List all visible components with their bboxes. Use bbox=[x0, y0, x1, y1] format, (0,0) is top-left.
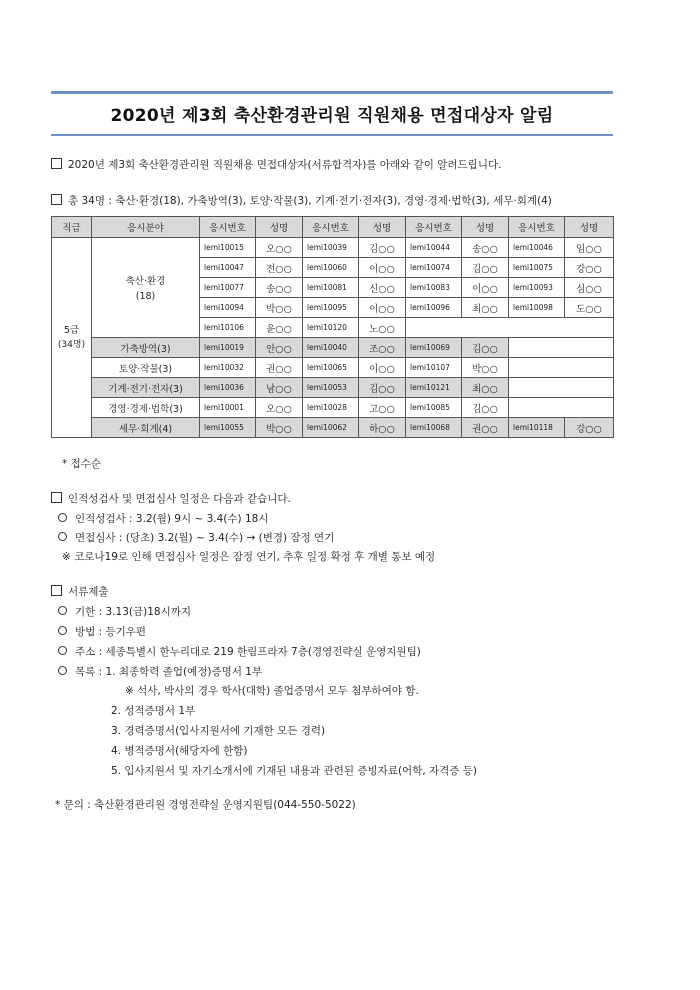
applicant-name: 김○○ bbox=[462, 258, 509, 278]
applicant-id: lemi10036 bbox=[200, 378, 256, 398]
level-label: 5급 bbox=[63, 324, 80, 336]
header-cell: 응시번호 bbox=[200, 217, 256, 238]
documents-list-item: 3. 경력증명서(입사지원서에 기재한 모든 경력) bbox=[111, 725, 326, 737]
applicant-id: lemi10039 bbox=[303, 238, 359, 258]
circle-bullet-icon bbox=[58, 532, 67, 541]
applicant-name: 박○○ bbox=[256, 298, 303, 318]
header-cell: 성명 bbox=[359, 217, 406, 238]
circle-bullet-icon bbox=[58, 646, 67, 655]
applicant-id: lemi10044 bbox=[406, 238, 462, 258]
schedule-heading: 인적성검사 및 면접심사 일정은 다음과 같습니다. bbox=[68, 493, 291, 505]
documents-list-item: 4. 병적증명서(해당자에 한함) bbox=[111, 745, 248, 757]
applicant-id: lemi10094 bbox=[200, 298, 256, 318]
applicant-name: 이○○ bbox=[359, 358, 406, 378]
summary-line bbox=[51, 193, 552, 208]
applicant-name: 이○○ bbox=[359, 298, 406, 318]
applicant-name: 신○○ bbox=[359, 278, 406, 298]
table-row bbox=[52, 378, 614, 398]
field-cell: 경영·경제·법학(3) bbox=[92, 398, 200, 418]
applicant-name: 송○○ bbox=[462, 238, 509, 258]
circle-bullet-icon bbox=[58, 666, 67, 675]
intro-text: 2020년 제3회 축산환경관리원 직원채용 면접대상자(서류합격자)를 아래와 같이 알려드립니다. bbox=[68, 159, 502, 171]
applicant-id: lemi10107 bbox=[406, 358, 462, 378]
applicant-name: 최○○ bbox=[462, 298, 509, 318]
applicant-name: 권○○ bbox=[462, 418, 509, 438]
order-note: * 접수순 bbox=[62, 458, 102, 470]
applicant-name: 김○○ bbox=[462, 338, 509, 358]
applicant-name: 임○○ bbox=[565, 238, 614, 258]
applicant-id: lemi10062 bbox=[303, 418, 359, 438]
circle-bullet-icon bbox=[58, 513, 67, 522]
applicant-name: 김○○ bbox=[462, 398, 509, 418]
applicant-name: 김○○ bbox=[359, 238, 406, 258]
applicant-name: 남○○ bbox=[256, 378, 303, 398]
applicant-id: lemi10095 bbox=[303, 298, 359, 318]
applicant-name: 안○○ bbox=[256, 338, 303, 358]
schedule-note: ※ 코로나19로 인해 면접심사 일정은 잠정 연기, 추후 일정 확정 후 개별 통보 예정 bbox=[62, 551, 436, 563]
table-header-row bbox=[52, 217, 614, 238]
applicant-name: 윤○○ bbox=[256, 318, 303, 338]
applicant-id: lemi10065 bbox=[303, 358, 359, 378]
applicant-name: 심○○ bbox=[565, 278, 614, 298]
header-cell: 성명 bbox=[256, 217, 303, 238]
schedule-item-text: 면접심사 : (당초) 3.2(월) ~ 3.4(수) → (변경) 잠정 연기 bbox=[75, 532, 335, 544]
documents-item bbox=[58, 644, 421, 659]
documents-item-text: 방법 : 등기우편 bbox=[75, 626, 147, 638]
applicant-id: lemi10019 bbox=[200, 338, 256, 358]
documents-item-text: 목록 : 1. 최종학력 졸업(예정)증명서 1부 bbox=[75, 666, 263, 678]
applicant-name: 하○○ bbox=[359, 418, 406, 438]
applicant-id: lemi10121 bbox=[406, 378, 462, 398]
applicant-name: 강○○ bbox=[565, 258, 614, 278]
documents-list-note: ※ 석사, 박사의 경우 학사(대학) 졸업증명서 모두 첨부하여야 함. bbox=[125, 685, 419, 697]
applicant-name: 고○○ bbox=[359, 398, 406, 418]
applicant-id: lemi10068 bbox=[406, 418, 462, 438]
applicant-name: 도○○ bbox=[565, 298, 614, 318]
candidate-table bbox=[51, 216, 614, 438]
applicant-id: lemi10032 bbox=[200, 358, 256, 378]
contact-line: * 문의 : 축산환경관리원 경영전략실 운영지원팀(044-550-5022) bbox=[55, 799, 356, 811]
applicant-name: 김○○ bbox=[359, 378, 406, 398]
field-label: 축산·환경 bbox=[125, 276, 166, 287]
table-row bbox=[52, 398, 614, 418]
header-cell: 성명 bbox=[565, 217, 614, 238]
schedule-heading-line bbox=[51, 491, 291, 506]
empty-cell bbox=[509, 338, 614, 358]
applicant-name: 조○○ bbox=[359, 338, 406, 358]
documents-item bbox=[58, 664, 262, 679]
level-cell bbox=[52, 238, 92, 438]
checkbox-icon bbox=[51, 194, 62, 205]
applicant-id: lemi10106 bbox=[200, 318, 256, 338]
applicant-id: lemi10098 bbox=[509, 298, 565, 318]
applicant-id: lemi10015 bbox=[200, 238, 256, 258]
intro-line bbox=[51, 157, 501, 172]
applicant-name: 박○○ bbox=[462, 358, 509, 378]
applicant-id: lemi10118 bbox=[509, 418, 565, 438]
applicant-id: lemi10077 bbox=[200, 278, 256, 298]
applicant-name: 권○○ bbox=[256, 358, 303, 378]
header-cell: 응시번호 bbox=[406, 217, 462, 238]
header-cell: 성명 bbox=[462, 217, 509, 238]
table-row bbox=[52, 358, 614, 378]
applicant-id: lemi10120 bbox=[303, 318, 359, 338]
empty-cell bbox=[509, 398, 614, 418]
applicant-name: 오○○ bbox=[256, 398, 303, 418]
applicant-id: lemi10083 bbox=[406, 278, 462, 298]
page-title: 2020년 제3회 축산환경관리원 직원채용 면접대상자 알림 bbox=[110, 106, 554, 126]
documents-item bbox=[58, 624, 146, 639]
applicant-id: lemi10096 bbox=[406, 298, 462, 318]
applicant-id: lemi10069 bbox=[406, 338, 462, 358]
applicant-id: lemi10047 bbox=[200, 258, 256, 278]
field-cell: 기계·전기·전자(3) bbox=[92, 378, 200, 398]
applicant-name: 전○○ bbox=[256, 258, 303, 278]
empty-cell bbox=[509, 358, 614, 378]
documents-item-text: 주소 : 세종특별시 한누리대로 219 한림프라자 7층(경영전략실 운영지원팀) bbox=[75, 646, 421, 658]
field-cell: 가축방역(3) bbox=[92, 338, 200, 358]
schedule-item bbox=[58, 530, 334, 545]
applicant-name: 이○○ bbox=[359, 258, 406, 278]
checkbox-icon bbox=[51, 585, 62, 596]
table-row bbox=[52, 418, 614, 438]
table-row bbox=[52, 338, 614, 358]
table-row bbox=[52, 238, 614, 258]
documents-item-text: 기한 : 3.13(금)18시까지 bbox=[75, 606, 192, 618]
level-count: (34명) bbox=[57, 339, 86, 350]
applicant-id: lemi10060 bbox=[303, 258, 359, 278]
applicant-id: lemi10074 bbox=[406, 258, 462, 278]
documents-item bbox=[58, 604, 191, 619]
empty-cell bbox=[406, 318, 614, 338]
applicant-id: lemi10053 bbox=[303, 378, 359, 398]
applicant-id: lemi10046 bbox=[509, 238, 565, 258]
field-count: (18) bbox=[135, 291, 156, 302]
applicant-name: 박○○ bbox=[256, 418, 303, 438]
header-cell: 응시번호 bbox=[509, 217, 565, 238]
applicant-name: 이○○ bbox=[462, 278, 509, 298]
documents-list-item: 2. 성적증명서 1부 bbox=[111, 705, 196, 717]
circle-bullet-icon bbox=[58, 606, 67, 615]
header-cell: 직급 bbox=[52, 217, 92, 238]
header-cell: 응시분야 bbox=[92, 217, 200, 238]
applicant-id: lemi10085 bbox=[406, 398, 462, 418]
applicant-id: lemi10075 bbox=[509, 258, 565, 278]
documents-heading: 서류제출 bbox=[68, 586, 109, 598]
checkbox-icon bbox=[51, 158, 62, 169]
empty-cell bbox=[509, 378, 614, 398]
documents-heading-line bbox=[51, 584, 109, 599]
field-cell: 세무·회계(4) bbox=[92, 418, 200, 438]
documents-list-item: 5. 입사지원서 및 자기소개서에 기재된 내용과 관련된 증빙자료(어학, 자격증 등) bbox=[111, 765, 478, 777]
title-banner bbox=[51, 91, 613, 136]
applicant-name: 강○○ bbox=[565, 418, 614, 438]
applicant-name: 노○○ bbox=[359, 318, 406, 338]
circle-bullet-icon bbox=[58, 626, 67, 635]
checkbox-icon bbox=[51, 492, 62, 503]
applicant-id: lemi10093 bbox=[509, 278, 565, 298]
field-cell bbox=[92, 238, 200, 338]
applicant-name: 송○○ bbox=[256, 278, 303, 298]
applicant-id: lemi10028 bbox=[303, 398, 359, 418]
applicant-name: 오○○ bbox=[256, 238, 303, 258]
schedule-item bbox=[58, 511, 268, 526]
summary-text: 총 34명 : 축산·환경(18), 가축방역(3), 토양·작물(3), 기계·전기·전자(3), 경영·경제·법학(3), 세무·회계(4) bbox=[68, 195, 552, 207]
header-cell: 응시번호 bbox=[303, 217, 359, 238]
applicant-id: lemi10081 bbox=[303, 278, 359, 298]
applicant-id: lemi10001 bbox=[200, 398, 256, 418]
field-cell: 토양·작물(3) bbox=[92, 358, 200, 378]
applicant-id: lemi10055 bbox=[200, 418, 256, 438]
applicant-id: lemi10040 bbox=[303, 338, 359, 358]
applicant-name: 최○○ bbox=[462, 378, 509, 398]
schedule-item-text: 인적성검사 : 3.2(월) 9시 ~ 3.4(수) 18시 bbox=[75, 513, 269, 525]
